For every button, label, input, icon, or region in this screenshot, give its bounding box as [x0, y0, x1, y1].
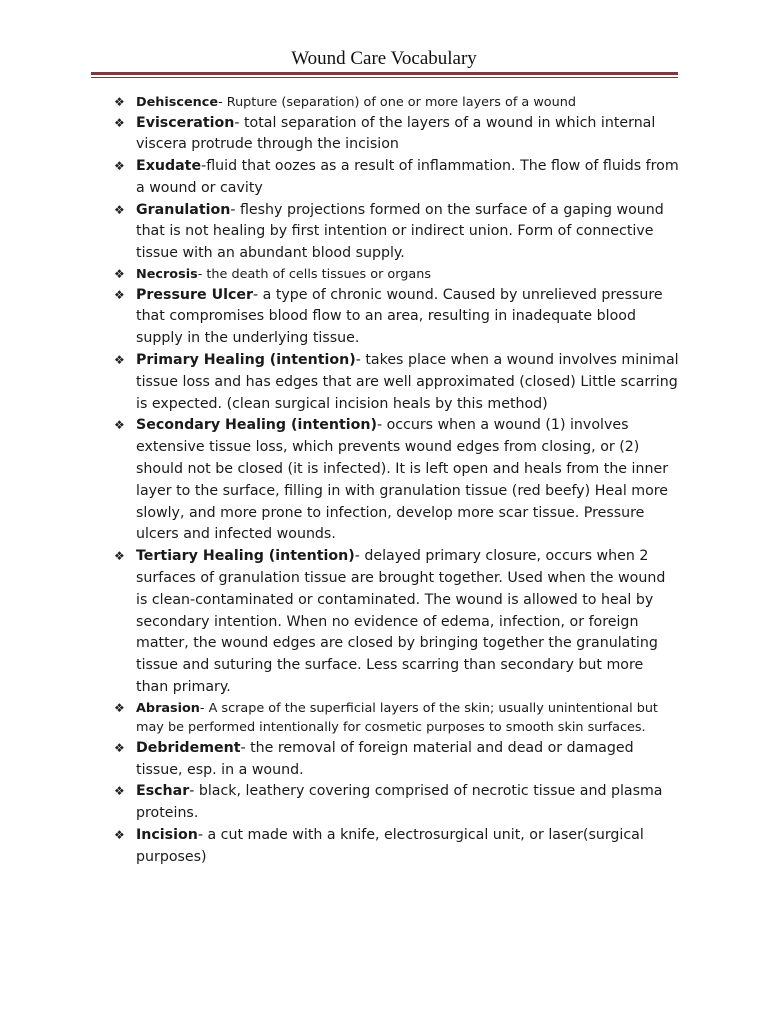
- vocabulary-definition: - the removal of foreign material and dead or damaged tissue, esp. in a wound.: [136, 739, 634, 778]
- diamond-bullet-icon: ❖: [114, 784, 125, 799]
- diamond-bullet-icon: ❖: [114, 827, 125, 842]
- vocabulary-term: Secondary Healing (intention): [136, 417, 377, 434]
- vocabulary-item: [114, 200, 679, 265]
- vocabulary-term: Necrosis: [136, 267, 198, 283]
- vocabulary-item: [114, 156, 679, 200]
- vocabulary-term: Tertiary Healing (intention): [136, 548, 355, 565]
- vocabulary-item: [114, 285, 679, 350]
- vocabulary-item: [114, 350, 679, 415]
- vocabulary-item: [114, 699, 679, 738]
- diamond-bullet-icon: ❖: [114, 549, 125, 564]
- diamond-bullet-icon: ❖: [114, 115, 125, 130]
- vocabulary-term: Pressure Ulcer: [136, 286, 253, 303]
- vocabulary-item: [114, 93, 679, 113]
- vocabulary-term: Eschar: [136, 783, 190, 800]
- diamond-bullet-icon: ❖: [114, 267, 125, 282]
- title-divider-thin: [91, 77, 678, 78]
- vocabulary-definition: - takes place when a wound involves minimal tissue loss and has edges that are well approximated (closed) Little scarring is expected. (clean surgical incision heals by this method): [136, 351, 679, 412]
- vocabulary-definition: - a cut made with a knife, electrosurgical unit, or laser(surgical purposes): [136, 826, 644, 865]
- vocabulary-item: [114, 265, 679, 285]
- vocabulary-item: [114, 546, 679, 699]
- vocabulary-item: [114, 113, 679, 157]
- diamond-bullet-icon: ❖: [114, 418, 125, 433]
- vocabulary-term: Incision: [136, 826, 198, 843]
- vocabulary-definition: - fleshy projections formed on the surface of a gaping wound that is not healing by first intention or indirect union. Form of connective tissue with an abundant blood supply.: [136, 201, 664, 262]
- vocabulary-definition: - a type of chronic wound. Caused by unrelieved pressure that compromises blood flow to an area, resulting in inadequate blood supply in the underlying tissue.: [136, 286, 663, 347]
- vocabulary-term: Abrasion: [136, 700, 200, 716]
- vocabulary-definition: -fluid that oozes as a result of inflammation. The flow of fluids from a wound or cavity: [136, 158, 679, 196]
- vocabulary-term: Dehiscence: [136, 95, 219, 110]
- vocabulary-definition: - occurs when a wound (1) involves extensive tissue loss, which prevents wound edges from closing, or (2) should not be closed (it is infected). It is left open and heals from the inner layer to the surface, filling in with granulation tissue (red beefy) Heal more slowly, and more prone to infection, develop more scar tissue. Pressure ulcers and infected wounds.: [136, 417, 669, 543]
- vocabulary-definition: - delayed primary closure, occurs when 2 surfaces of granulation tissue are brought together. Used when the wound is clean-contaminated or contaminated. The wound is allowed to heal by secondary intention. When no evidence of edema, infection, or foreign matter, the wound edges are closed by bringing together the granulating tissue and suturing the surface. Less scarring than secondary but more than primary.: [136, 548, 666, 695]
- diamond-bullet-icon: ❖: [114, 700, 125, 715]
- vocabulary-definition: - Rupture (separation) of one or more layers of a wound: [218, 95, 576, 110]
- diamond-bullet-icon: ❖: [114, 287, 125, 302]
- vocabulary-item: [114, 738, 679, 782]
- vocabulary-term: Exudate: [136, 158, 202, 175]
- vocabulary-item: [114, 825, 679, 869]
- diamond-bullet-icon: ❖: [114, 159, 125, 174]
- diamond-bullet-icon: ❖: [114, 95, 125, 109]
- vocabulary-term: Debridement: [136, 739, 241, 756]
- vocabulary-definition: - total separation of the layers of a wound in which internal viscera protrude through the incision: [136, 114, 656, 153]
- vocabulary-item: [114, 415, 679, 546]
- vocabulary-definition: - black, leathery covering comprised of necrotic tissue and plasma proteins.: [136, 783, 663, 822]
- vocabulary-term: Evisceration: [136, 114, 235, 131]
- page-title: Wound Care Vocabulary: [291, 48, 477, 69]
- vocabulary-definition: - A scrape of the superficial layers of the skin; usually unintentional but may be performed intentionally for cosmetic purposes to smooth skin surfaces.: [136, 700, 658, 736]
- vocabulary-item: [114, 781, 679, 825]
- vocabulary-term: Granulation: [136, 201, 231, 218]
- diamond-bullet-icon: ❖: [114, 740, 125, 755]
- vocabulary-definition: - the death of cells tissues or organs: [197, 267, 432, 283]
- vocabulary-term: Primary Healing (intention): [136, 351, 356, 368]
- vocabulary-list: [114, 93, 679, 869]
- title-divider-thick: [91, 72, 678, 75]
- diamond-bullet-icon: ❖: [114, 352, 125, 367]
- diamond-bullet-icon: ❖: [114, 202, 125, 217]
